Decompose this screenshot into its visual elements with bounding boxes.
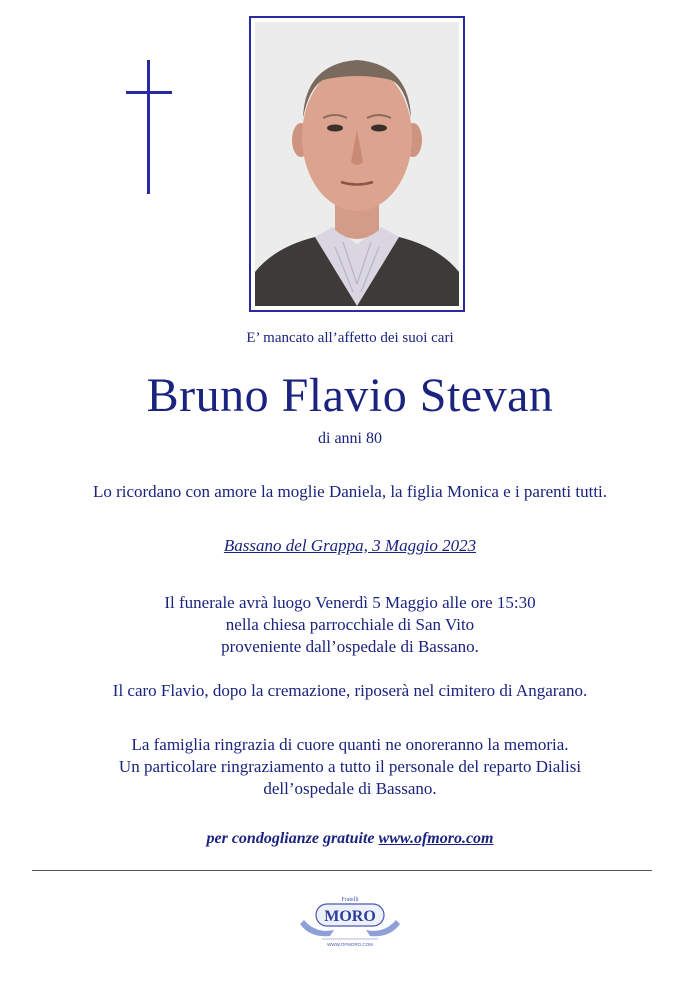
- logo-top-text: Fratelli: [341, 897, 359, 903]
- cross-vertical: [147, 60, 150, 194]
- moro-logo: [296, 890, 404, 950]
- thanks-block: [0, 734, 700, 800]
- divider: [32, 870, 652, 871]
- funeral-info: [0, 592, 700, 658]
- logo-main-text: MORO: [324, 908, 376, 925]
- cross-horizontal: [126, 91, 172, 94]
- funeral-line: nella chiesa parrocchiale di San Vito: [225, 615, 475, 634]
- deceased-name: Bruno Flavio Stevan: [146, 369, 554, 422]
- funeral-line: proveniente dall’ospedale di Bassano.: [221, 637, 479, 656]
- condolences-label: per condoglianze gratuite: [206, 830, 375, 847]
- logo-url-text: WWW.OFMORO.COM: [327, 942, 373, 947]
- portrait-photo: [255, 22, 459, 306]
- burial-text: Il caro Flavio, dopo la cremazione, riposerà nel cimitero di Angarano.: [112, 681, 588, 700]
- funeral-line: Il funerale avrà luogo Venerdì 5 Maggio alle ore 15:30: [164, 593, 536, 612]
- deceased-age: di anni 80: [318, 430, 382, 447]
- remembered-by-text: Lo ricordano con amore la moglie Daniela, la figlia Monica e i parenti tutti.: [92, 482, 608, 501]
- thanks-line: dell’ospedale di Bassano.: [263, 779, 437, 798]
- portrait-frame: [249, 16, 465, 312]
- intro-text: E’ mancato all’affetto dei suoi cari: [246, 330, 454, 346]
- thanks-line: Un particolare ringraziamento a tutto il personale del reparto Dialisi: [118, 757, 582, 776]
- thanks-line: La famiglia ringrazia di cuore quanti ne onoreranno la memoria.: [131, 735, 569, 754]
- place-date: Bassano del Grappa, 3 Maggio 2023: [223, 536, 477, 555]
- condolences-line: [0, 830, 700, 848]
- condolences-link[interactable]: www.ofmoro.com: [378, 830, 494, 847]
